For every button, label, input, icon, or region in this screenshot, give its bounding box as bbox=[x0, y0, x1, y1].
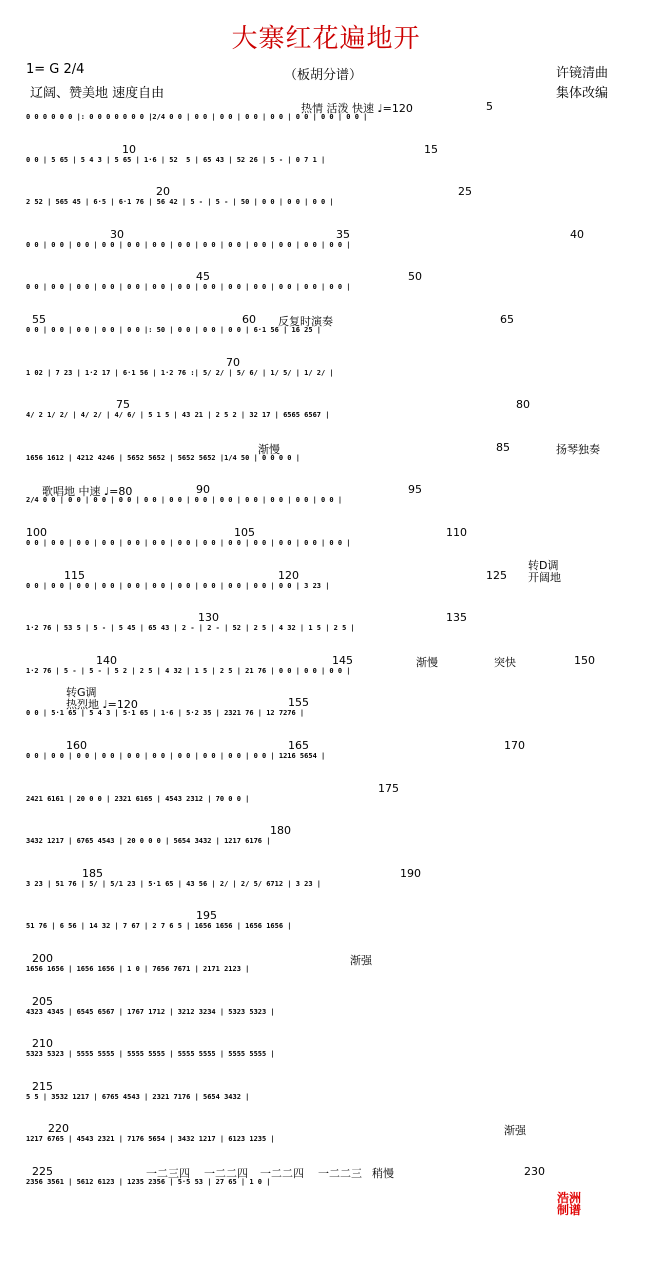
annotation: 110 bbox=[446, 526, 467, 539]
score-line bbox=[26, 1122, 640, 1158]
annotation: 转G调 bbox=[66, 686, 97, 700]
annotation: 渐慢 bbox=[416, 655, 438, 669]
annotation: 165 bbox=[288, 739, 309, 752]
score-line bbox=[26, 611, 640, 647]
annotation: 100 bbox=[26, 526, 47, 539]
notation-line: 0 0 | 0 0 | 0 0 | 0 0 | 0 0 | 0 0 | 0 0 | 0 0 | 0 0 | 0 0 | 0 0 | 0 0 | 0 0 | bbox=[26, 283, 351, 292]
score-line bbox=[26, 1080, 640, 1116]
score-line bbox=[26, 228, 640, 264]
annotation: 160 bbox=[66, 739, 87, 752]
notation-line: 1 02 | 7 23 | 1·2 17 | 6·1 56 | 1·2 76 :| 5/ 2/ | 5/ 6/ | 1/ 5/ | 1/ 2/ | bbox=[26, 368, 334, 377]
time-signature: 2/4 bbox=[63, 62, 85, 77]
annotation: 反复时演奏 bbox=[278, 315, 333, 328]
score-line bbox=[26, 185, 640, 221]
page-title: 大寨红花遍地开 bbox=[231, 24, 421, 54]
notation-line: 0 0 | 0 0 | 0 0 | 0 0 | 0 0 | 0 0 | 0 0 | 0 0 | 0 0 | 0 0 | 0 0 | 0 0 | 0 0 | bbox=[26, 240, 351, 249]
annotation: 65 bbox=[500, 313, 514, 326]
annotation: 130 bbox=[198, 611, 219, 625]
notation-line: 1·2 76 | 5 - | 5 - | 5 2 | 2 5 | 4 32 | 1 5 | 2 5 | 21 76 | 0 0 | 0 0 | 0 0 | bbox=[26, 666, 351, 675]
annotation: 210 bbox=[32, 1037, 53, 1051]
notation-line: 3 23 | 51 76 | 5/ | 5/1 23 | 5·1 65 | 43 56 | 2/ | 2/ 5/ 6712 | 3 23 | bbox=[26, 879, 322, 888]
annotation: 90 bbox=[196, 483, 210, 497]
arranger-credit: 集体改编 bbox=[556, 86, 609, 101]
notation-line: 1217 6765 | 4543 2321 | 7176 5654 | 3432 1217 | 6123 1235 | bbox=[26, 1135, 275, 1144]
annotation: 230 bbox=[524, 1165, 545, 1178]
annotation: 155 bbox=[288, 696, 309, 710]
annotation: 热烈地 ♩=120 bbox=[66, 698, 138, 712]
score-line bbox=[26, 686, 640, 732]
score-line bbox=[26, 100, 640, 136]
annotation: 50 bbox=[408, 270, 422, 284]
score-line bbox=[26, 782, 640, 818]
score-line bbox=[26, 654, 640, 690]
tempo-marking: 辽阔、赞美地 速度自由 bbox=[30, 86, 165, 101]
score-line bbox=[26, 441, 640, 477]
annotation: 5 bbox=[486, 100, 493, 113]
annotation: 渐强 bbox=[504, 1124, 526, 1138]
annotation: 190 bbox=[400, 866, 421, 880]
score-line bbox=[26, 270, 640, 306]
notation-line: 1·2 76 | 53 5 | 5 - | 5 45 | 65 43 | 2 - | 2 - | 52 | 2 5 | 4 32 | 1 5 | 2 5 | bbox=[26, 624, 355, 633]
score-line bbox=[26, 995, 640, 1031]
annotation: 15 bbox=[424, 142, 438, 156]
annotation: 10 bbox=[122, 142, 136, 156]
score-line bbox=[26, 952, 640, 988]
notation-line: 2356 3561 | 5612 6123 | 1235 2356 | 5·5 53 | 27 65 | 1 0 | bbox=[26, 1178, 271, 1186]
annotation: 渐慢 bbox=[258, 442, 280, 456]
score-line bbox=[26, 1037, 640, 1073]
annotation: 55 bbox=[32, 313, 46, 326]
annotation: 125 bbox=[486, 568, 507, 582]
notation-line: 0 0 | 0 0 | 0 0 | 0 0 | 0 0 | 0 0 | 0 0 | 0 0 | 0 0 | 0 0 | 0 0 | 3 23 | bbox=[26, 581, 330, 590]
notation-line: 0 0 | 0 0 | 0 0 | 0 0 | 0 0 | 0 0 | 0 0 | 0 0 | 0 0 | 0 0 | 0 0 | 0 0 | 0 0 | bbox=[26, 539, 351, 547]
key-label: 1= G bbox=[26, 62, 60, 77]
annotation: 40 bbox=[570, 227, 584, 241]
score-line bbox=[26, 313, 640, 349]
annotation: 140 bbox=[96, 653, 117, 667]
score-line bbox=[26, 824, 640, 860]
annotation: 渐强 bbox=[350, 954, 372, 967]
notation-line: 2421 6161 | 20 0 0 | 2321 6165 | 4543 2312 | 70 0 0 | bbox=[26, 794, 250, 803]
composer-credit: 许镜清曲 bbox=[556, 66, 609, 81]
key-signature bbox=[26, 62, 84, 77]
annotation: 25 bbox=[458, 185, 472, 199]
annotation: 歌唱地 中速 ♩=80 bbox=[42, 485, 133, 499]
notation-line: 5323 5323 | 5555 5555 | 5555 5555 | 5555 5555 | 5555 5555 | bbox=[26, 1050, 275, 1059]
annotation: 一二二三 bbox=[318, 1167, 362, 1180]
notation-line: 5 5 | 3532 1217 | 6765 4543 | 2321 7176 | 5654 3432 | bbox=[26, 1092, 250, 1101]
annotation: 95 bbox=[408, 483, 422, 497]
score-line bbox=[26, 909, 640, 945]
notation-line: 2 52 | 565 45 | 6·5 | 6·1 76 | 56 42 | 5 - | 5 - | 50 | 0 0 | 0 0 | 0 0 | bbox=[26, 198, 334, 207]
notation-line: 0 0 | 5·1 65 | 5 4 3 | 5·1 65 | 1·6 | 5·2 35 | 2321 76 | 12 7276 | bbox=[26, 709, 305, 718]
annotation: 200 bbox=[32, 952, 53, 965]
annotation: 开阔地 bbox=[528, 570, 561, 584]
annotation: 热情 活泼 快速 ♩=120 bbox=[301, 102, 413, 115]
notation-line: 0 0 | 0 0 | 0 0 | 0 0 | 0 0 |: 50 | 0 0 | 0 0 | 0 0 | 6·1 56 | 16 25 | bbox=[26, 326, 322, 334]
score-line bbox=[26, 398, 640, 434]
annotation: 30 bbox=[110, 227, 124, 241]
subtitle: （板胡分谱） bbox=[284, 68, 363, 83]
annotation: 20 bbox=[156, 185, 170, 199]
annotation: 75 bbox=[116, 398, 130, 412]
annotation: 175 bbox=[378, 781, 399, 795]
notation-line: 1656 1612 | 4212 4246 | 5652 5652 | 5652 5652 |1/4 50 | 0 0 0 0 | bbox=[26, 453, 300, 462]
notation-line: 4323 4345 | 6545 6567 | 1767 1712 | 3212 3234 | 5323 5323 | bbox=[26, 1007, 275, 1016]
score-line bbox=[26, 867, 640, 903]
score-line bbox=[26, 558, 640, 605]
score-line bbox=[26, 356, 640, 392]
notation-line: 51 76 | 6 56 | 14 32 | 7 67 | 2 7 6 5 | 1656 1656 | 1656 1656 | bbox=[26, 922, 292, 931]
annotation: 105 bbox=[234, 526, 255, 539]
annotation: 115 bbox=[64, 568, 85, 582]
annotation: 170 bbox=[504, 739, 525, 752]
annotation: 145 bbox=[332, 653, 353, 667]
score-line bbox=[26, 143, 640, 179]
annotation: 转D调 bbox=[528, 558, 559, 572]
notation-line: 0 0 0 0 0 0 |: 0 0 0 0 0 0 0 |2/4 0 0 | 0 0 | 0 0 | 0 0 | 0 0 | 0 0 | 0 0 | 0 0 | bbox=[26, 113, 368, 121]
annotation: 一二二四 bbox=[204, 1167, 248, 1180]
annotation: 215 bbox=[32, 1079, 53, 1093]
notation-line: 4/ 2 1/ 2/ | 4/ 2/ | 4/ 6/ | 5 1 5 | 43 21 | 2 5 2 | 32 17 | 6565 6567 | bbox=[26, 411, 330, 420]
annotation: 185 bbox=[82, 866, 103, 880]
annotation: 60 bbox=[242, 313, 256, 326]
watermark-stamp: 浩洲制谱 bbox=[556, 1191, 581, 1217]
annotation: 220 bbox=[48, 1122, 69, 1136]
annotation: 扬琴独奏 bbox=[556, 442, 600, 456]
annotation: 稍慢 bbox=[372, 1167, 394, 1180]
annotation: 70 bbox=[226, 355, 240, 369]
notation-line: 0 0 | 0 0 | 0 0 | 0 0 | 0 0 | 0 0 | 0 0 | 0 0 | 0 0 | 0 0 | 1216 5654 | bbox=[26, 752, 326, 760]
annotation: 205 bbox=[32, 994, 53, 1008]
annotation: 一二三四 bbox=[146, 1167, 190, 1180]
annotation: 45 bbox=[196, 270, 210, 284]
annotation: 80 bbox=[516, 398, 530, 412]
annotation: 225 bbox=[32, 1165, 53, 1178]
annotation: 180 bbox=[270, 824, 291, 838]
notation-line: 3432 1217 | 6765 4543 | 20 0 0 0 | 5654 3432 | 1217 6176 | bbox=[26, 837, 271, 846]
score-line bbox=[26, 739, 640, 775]
notation-line: 2/4 0 0 | 0 0 | 0 0 | 0 0 | 0 0 | 0 0 | 0 0 | 0 0 | 0 0 | 0 0 | 0 0 | 0 0 | bbox=[26, 496, 343, 505]
score-line bbox=[26, 483, 640, 519]
notation-line: 1656 1656 | 1656 1656 | 1 0 | 7656 7671 | 2171 2123 | bbox=[26, 965, 250, 973]
notation-line: 0 0 | 5 65 | 5 4 3 | 5 65 | 1·6 | 52 5 | 65 43 | 52 26 | 5 - | 0 7 1 | bbox=[26, 155, 326, 164]
score-line bbox=[26, 1165, 640, 1201]
annotation: 突快 bbox=[494, 655, 516, 669]
annotation: 85 bbox=[496, 440, 510, 454]
annotation: 一二二四 bbox=[260, 1167, 304, 1180]
annotation: 120 bbox=[278, 568, 299, 582]
annotation: 150 bbox=[574, 653, 595, 667]
annotation: 135 bbox=[446, 611, 467, 625]
annotation: 35 bbox=[336, 227, 350, 241]
annotation: 195 bbox=[196, 909, 217, 923]
